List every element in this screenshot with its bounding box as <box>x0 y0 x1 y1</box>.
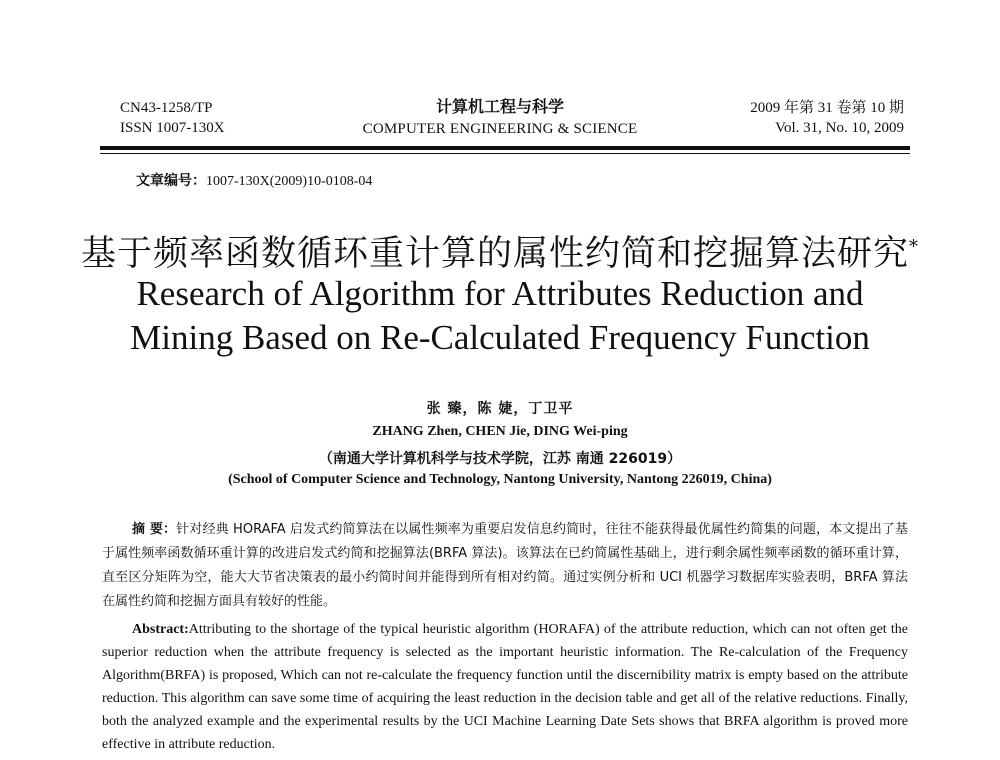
issue-en: Vol. 31, No. 10, 2009 <box>775 120 904 136</box>
issn: ISSN 1007-130X <box>120 120 225 136</box>
title-footnote-marker: * <box>909 236 919 258</box>
header-rule-thick <box>100 146 910 150</box>
authors-cn: 张 臻，陈 婕，丁卫平 <box>426 401 574 417</box>
authors-en: ZHANG Zhen, CHEN Jie, DING Wei-ping <box>372 424 628 439</box>
issue-cn: 2009 年第 31 卷第 10 期 <box>750 100 904 116</box>
abstract-cn-label: 摘 要： <box>132 522 177 537</box>
title-en-line1: Research of Algorithm for Attributes Reduction and <box>136 274 864 313</box>
cn-number: CN43-1258/TP <box>120 100 213 116</box>
title-cn <box>0 226 1000 276</box>
article-number-label: 文章编号： <box>136 173 206 189</box>
article-number <box>136 170 372 190</box>
affiliation-cn: （南通大学计算机科学与技术学院，江苏 南通 226019） <box>318 451 682 467</box>
abstract-en-label: Abstract: <box>132 622 189 637</box>
title-en-line2: Mining Based on Re-Calculated Frequency Function <box>130 318 870 357</box>
title-cn-text: 基于频率函数循环重计算的属性约简和挖掘算法研究 <box>80 234 909 274</box>
abstract-en-text: Attributing to the shortage of the typical heuristic algorithm (HORAFA) of the attribute reduction, which can not often get the superior reduction when the attribute frequency is selected as the important heuristic information. The Re-calculation of the Frequency Algorithm(BRFA) is proposed, Which can not re-calculate the frequency function until the discernibility matrix is empty based on the attribute reduction. This algorithm can save some time of acquiring the least reduction in the decision table and get all of the relative reductions. Finally, both the analyzed example and the experimental results by the UCI Machine Learning Date Sets shows that BRFA algorithm is proved more effective in attribute reduction. <box>102 622 908 752</box>
affiliation-en: (School of Computer Science and Technology, Nantong University, Nantong 226019, China) <box>228 472 772 487</box>
header-rule-thin <box>100 153 910 154</box>
journal-title-en: COMPUTER ENGINEERING & SCIENCE <box>362 121 638 137</box>
abstract-cn <box>102 518 908 614</box>
abstract-cn-text: 针对经典 HORAFA 启发式约简算法在以属性频率为重要启发信息约简时，往往不能获得最优属性约简集的问题，本文提出了基于属性频率函数循环重计算的改进启发式约简和挖掘算法(BRFA 算法)。该算法在已约简属性基础上，进行剩余属性频率函数的循环重计算，直至区分矩阵为空，能大大节省决策表的最小约简时间并能得到所有相对约简。通过实例分析和 UCI 机器学习数据库实验表明，BRFA 算法在属性约简和挖掘方面具有较好的性能。 <box>102 522 909 609</box>
abstract-en <box>102 618 908 756</box>
journal-title-cn: 计算机工程与科学 <box>435 97 564 116</box>
article-number-value: 1007-130X(2009)10-0108-04 <box>206 174 373 189</box>
